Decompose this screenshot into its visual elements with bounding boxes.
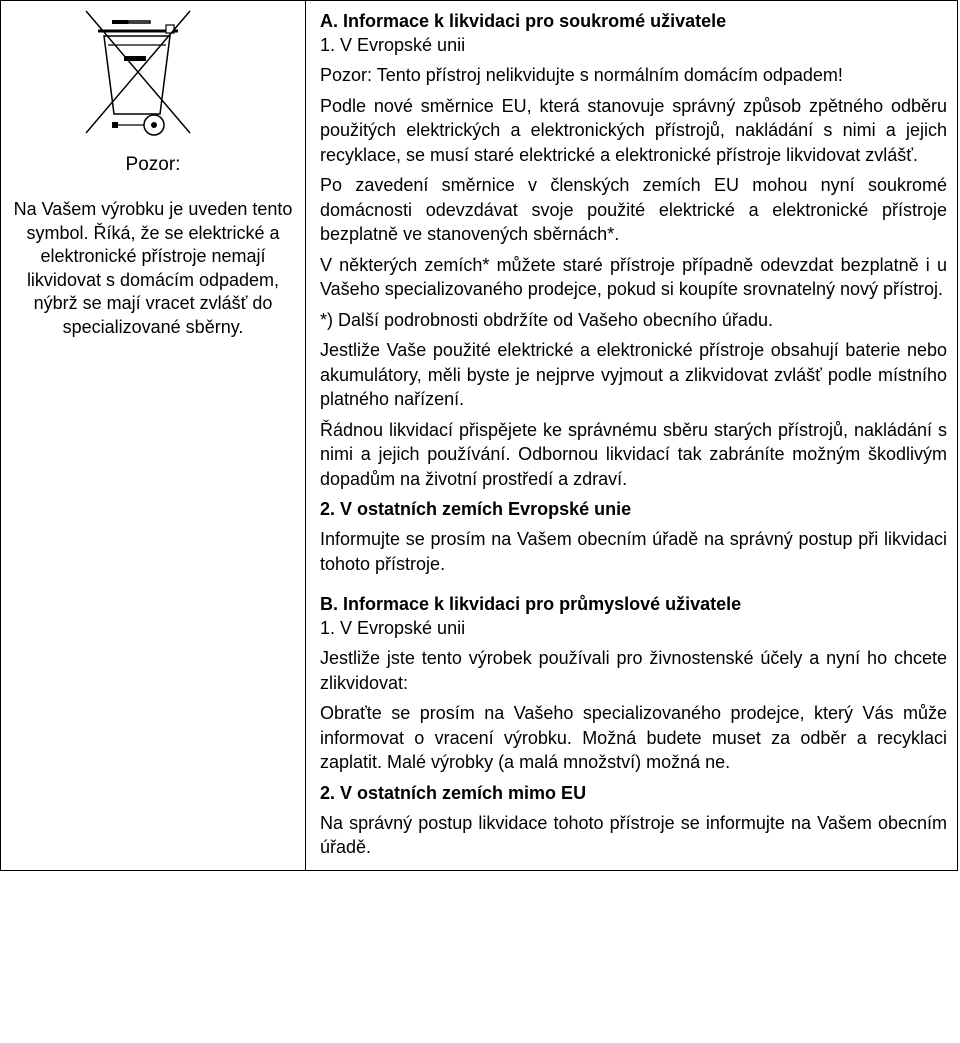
section-a-paragraph: Po zavedení směrnice v členských zemích EU mohou nyní soukromé domácnosti odevzdávat svoje použité elektrické a elektronické přístroje bezplatně ve stanovených sběrnách*. [320,175,947,244]
section-b-sub1: 1. V Evropské unii [320,618,466,638]
section-b-sub2-text: Na správný postup likvidace tohoto přístroje se informujte na Vašem obecním úřadě. [320,812,947,857]
section-a-sub2-text: Informujte se prosím na Vašem obecním úřadě na správný postup při likvidaci tohoto přístroje. [320,529,947,574]
section-a-sub2: 2. V ostatních zemích Evropské unie [320,499,632,519]
section-b-heading: B. Informace k likvidaci pro průmyslové uživatele [320,594,742,614]
info-cell [306,1,958,871]
section-a-paragraph: Řádnou likvidací přispějete ke správnému sběru starých přístrojů, nakládání s nimi a jejich používání. Odbornou likvidací tak zabráníte možným škodlivým dopadům na životní prostředí a zdraví. [320,419,947,489]
section-a-heading: A. Informace k likvidaci pro soukromé uživatele [320,11,727,31]
crossed-out-bin-icon [78,9,228,144]
section-a-paragraph: Podle nové směrnice EU, která stanovuje správný způsob zpětného odběru použitých elektrických a elektronických přístrojů, nakládání s nimi a jejich recyklace, se musí staré elektrické a elektronické přístroje likvidovat zvlášť. [320,95,947,165]
warning-text: Na Vašem výrobku je uveden tento symbol. Říká, že se elektrické a elektronické přístroje nemají likvidovat s domácím odpadem, nýbrž se mají vracet zvlášť do specializované sběrny. [13,199,293,337]
section-a-paragraph: *) Další podrobnosti obdržíte od Vašeho obecního úřadu. [320,309,773,330]
section-b-paragraph: Obraťte se prosím na Vašeho specializovaného prodejce, který Vás může informovat o vracení výrobku. Možná budete muset za odběr a recyklaci zaplatit. Malé výrobky (a malá množství) možná ne. [320,703,947,772]
section-a-paragraph: V některých zemích* můžete staré přístroje případně odevzdat bezplatně i u Vašeho specializovaného prodejce, pokud si koupíte srovnatelný nový přístroj. [320,254,947,299]
warning-cell [1,1,306,871]
section-a-paragraph: Jestliže Vaše použité elektrické a elektronické přístroje obsahují baterie nebo akumulátory, měli byste je nejprve vyjmout a zlikvidovat zvlášť podle místního platného nařízení. [320,340,947,409]
warning-title: Pozor: [125,154,181,175]
section-b-paragraph: Jestliže jste tento výrobek používali pro živnostenské účely a nyní ho chcete zlikvidovat: [320,648,947,693]
section-a-paragraph: Pozor: Tento přístroj nelikvidujte s normálním domácím odpadem! [320,65,843,85]
section-b-sub2: 2. V ostatních zemích mimo EU [320,782,587,803]
section-a-sub1: 1. V Evropské unii [320,35,466,55]
